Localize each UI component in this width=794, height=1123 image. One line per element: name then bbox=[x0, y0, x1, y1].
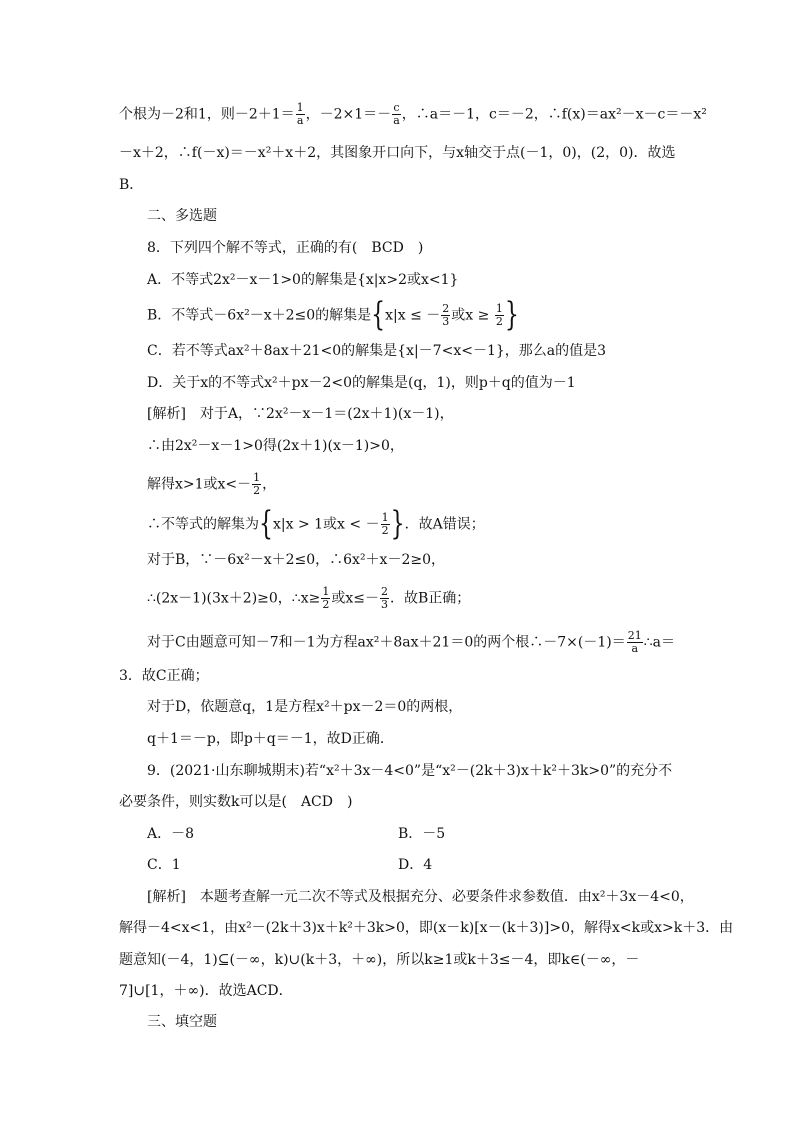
denominator: a bbox=[393, 114, 400, 127]
analysis-line-1: [解析] 本题考查解一元二次不等式及根据充分、必要条件求参数值．由x²＋3x－4<0， bbox=[147, 889, 694, 905]
denominator: a bbox=[296, 114, 304, 127]
text-segment: ， bbox=[262, 476, 277, 493]
text-segment: ∴不等式的解集为 bbox=[147, 516, 259, 533]
left-brace: { bbox=[371, 296, 386, 334]
fraction bbox=[627, 630, 643, 655]
solution-line-8: 3．故C正确； bbox=[119, 668, 209, 684]
numerator: 2 bbox=[442, 302, 450, 315]
numerator: 1 bbox=[296, 101, 304, 114]
q8-option-c: C．若不等式ax²＋8ax＋21<0的解集是{x|－7<x<－1}，那么a的值是3 bbox=[147, 343, 607, 359]
denominator: 3 bbox=[381, 598, 388, 611]
solution-line-6 bbox=[147, 586, 470, 611]
q9-option-a: A．－8 bbox=[147, 826, 195, 842]
text-segment: ．故A错误； bbox=[404, 516, 485, 533]
solution-line-5: 对于B，∵－6x²－x＋2≤0，∴6x²＋x－2≥0， bbox=[147, 552, 445, 568]
fraction bbox=[321, 586, 330, 611]
fraction bbox=[252, 472, 261, 497]
text-segment: 或x ≥ bbox=[451, 307, 494, 324]
text-line-1 bbox=[119, 102, 707, 127]
right-brace: } bbox=[504, 296, 519, 334]
question-9-line-1: 9．(2021·山东聊城期末)若“x²＋3x－4<0”是“x²－(2k＋3)x＋k²＋3k>0”的充分不 bbox=[147, 763, 673, 779]
solution-line-10: q＋1＝－p，即p＋q＝－1，故D正确． bbox=[147, 731, 394, 747]
denominator: 2 bbox=[381, 524, 389, 537]
solution-line-1: [解析] 对于A，∵2x²－x－1＝(2x＋1)(x－1)， bbox=[147, 406, 454, 422]
fraction bbox=[381, 512, 390, 537]
fraction bbox=[296, 102, 305, 127]
denominator: 2 bbox=[322, 598, 330, 611]
q8-option-d: D．关于x的不等式x²＋px－2<0的解集是(q，1)，则p＋q的值为－1 bbox=[147, 375, 576, 391]
numerator: 1 bbox=[322, 585, 330, 598]
text-segment: ，－2×1＝－ bbox=[305, 106, 392, 123]
denominator: 2 bbox=[253, 484, 261, 497]
solution-line-9: 对于D，依题意q，1是方程x²＋px－2＝0的两根， bbox=[147, 699, 463, 715]
text-segment: B．不等式－6x²－x＋2≤0的解集是 bbox=[147, 307, 372, 324]
text-segment: ．故B正确； bbox=[390, 590, 471, 607]
solution-line-4 bbox=[147, 505, 485, 543]
text-segment: 解得x>1或x<－ bbox=[147, 476, 252, 493]
question-8: 8．下列四个解不等式，正确的有( BCD ) bbox=[147, 240, 424, 256]
text-segment: ∴a＝ bbox=[643, 634, 675, 651]
numerator: 21 bbox=[627, 629, 642, 642]
numerator: 1 bbox=[381, 511, 389, 524]
numerator: 1 bbox=[495, 302, 503, 315]
fraction bbox=[380, 586, 389, 611]
question-9-line-2: 必要条件，则实数k可以是( ACD ) bbox=[119, 794, 353, 810]
denominator: 2 bbox=[495, 315, 503, 328]
fraction bbox=[392, 102, 401, 127]
solution-line-7 bbox=[147, 630, 675, 655]
text-segment: 个根为－2和1，则－2＋1＝ bbox=[119, 106, 295, 123]
text-segment: x|x > 1或x < － bbox=[273, 516, 380, 533]
analysis-line-3: 题意知(－4，1)⊆(－∞，k)∪(k＋3，＋∞)，所以k≥1或k＋3≤－4，即k∈(－∞，－ bbox=[119, 952, 640, 968]
text-line-3: B． bbox=[119, 177, 144, 193]
text-segment: 对于C由题意可知－7和－1为方程ax²＋8ax＋21＝0的两个根∴－7×(－1)＝ bbox=[147, 634, 626, 651]
numerator: 1 bbox=[253, 471, 261, 484]
numerator: c bbox=[393, 101, 400, 114]
q9-option-b: B．－5 bbox=[398, 826, 446, 842]
denominator: a bbox=[631, 642, 639, 655]
fraction bbox=[495, 303, 504, 328]
text-segment: ∴(2x－1)(3x＋2)≥0，∴x≥ bbox=[147, 590, 321, 607]
section-heading-multiple-choice: 二、多选题 bbox=[147, 208, 217, 224]
solution-line-2: ∴由2x²－x－1>0得(2x＋1)(x－1)>0， bbox=[147, 438, 404, 454]
denominator: 3 bbox=[442, 315, 450, 328]
q8-option-a: A．不等式2x²－x－1>0的解集是{x|x>2或x<1} bbox=[147, 272, 459, 288]
analysis-line-2: 解得－4<x<1，由x²－(2k＋3)x＋k²＋3k>0，即(x－k)[x－(k＋3)]>0，解得x<k或x>k＋3．由 bbox=[119, 920, 734, 936]
q9-option-d: D．4 bbox=[398, 857, 433, 873]
text-segment: ，∴a＝－1，c＝－2，∴f(x)＝ax²－x－c＝－x² bbox=[401, 106, 707, 123]
left-brace: { bbox=[259, 505, 273, 543]
text-line-2: －x＋2，∴f(－x)＝－x²＋x＋2，其图象开口向下，与x轴交于点(－1，0)，(2，0)．故选 bbox=[119, 145, 676, 161]
text-segment: x|x ≤ － bbox=[385, 307, 441, 324]
numerator: 2 bbox=[381, 585, 388, 598]
solution-line-3 bbox=[147, 472, 276, 497]
right-brace: } bbox=[390, 505, 405, 543]
analysis-line-4: 7]∪[1，＋∞)．故选ACD． bbox=[119, 983, 293, 999]
q9-option-c: C．1 bbox=[147, 857, 181, 873]
section-heading-fill-in: 三、填空题 bbox=[147, 1014, 217, 1030]
fraction bbox=[441, 303, 450, 328]
text-segment: 或x≤－ bbox=[331, 590, 379, 607]
q8-option-b bbox=[147, 296, 519, 334]
